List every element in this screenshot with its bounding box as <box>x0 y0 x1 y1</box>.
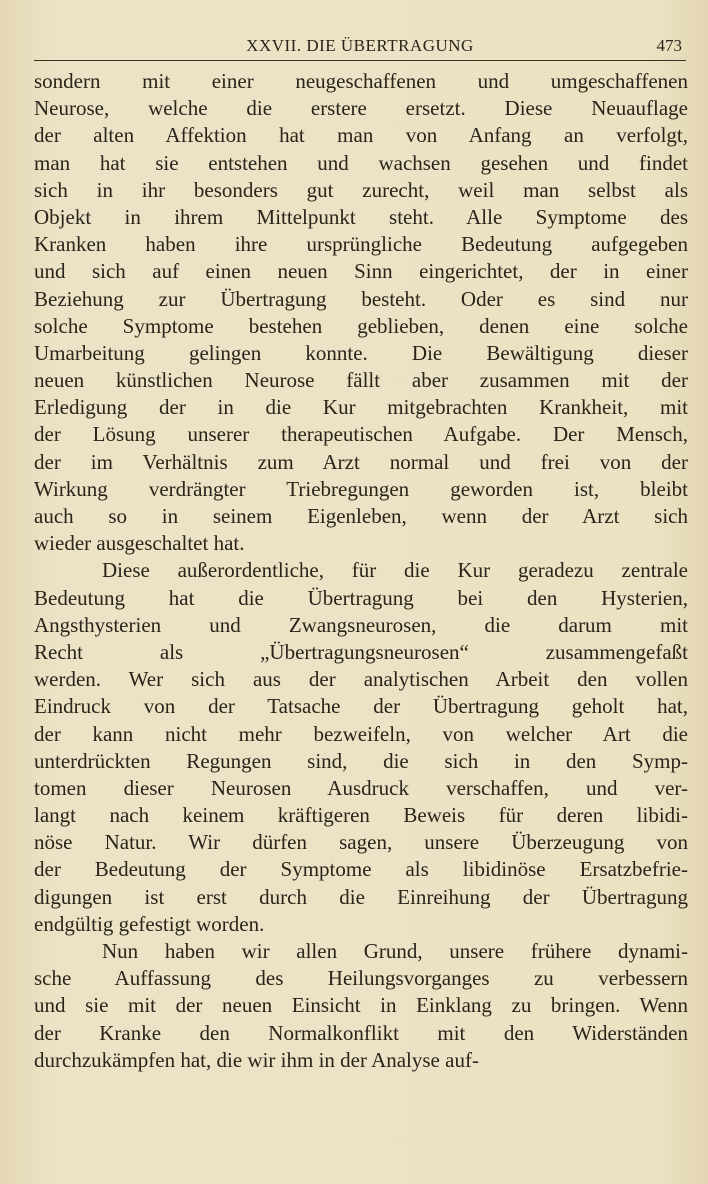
text-line: Nun haben wir allen Grund, unsere frühere dynami- <box>102 939 688 963</box>
text-line: auch so in seinem Eigenleben, wenn der Arzt sich <box>34 504 688 528</box>
text-line: tomen dieser Neurosen Ausdruck verschaffen, und ver- <box>34 775 688 800</box>
text-line: nöse Natur. Wir dürfen sagen, unsere Überzeugung von <box>34 830 688 855</box>
text-line: solche Symptome bestehen geblieben, denen eine solche <box>34 313 688 338</box>
page-header <box>34 34 686 61</box>
text-line: Wirkung verdrängter Triebregungen geworden ist, bleibt <box>34 476 688 501</box>
text-line: Erledigung der in die Kur mitgebrachten Krankheit, mit <box>34 395 688 420</box>
text-line: der kann nicht mehr bezweifeln, von welcher Art die <box>34 721 688 746</box>
text-line: neuen künstlichen Neurose fällt aber zusammen mit der <box>34 368 688 393</box>
text-line: unterdrückten Regungen sind, die sich in den Symp- <box>34 748 688 773</box>
text-line: und sich auf einen neuen Sinn eingerichtet, der in einer <box>34 259 688 284</box>
text-line: Diese außerordentliche, für die Kur geradezu zentrale <box>102 558 688 583</box>
text-line: der alten Affektion hat man von Anfang an verfolgt, <box>34 123 688 148</box>
text-line: Angsthysterien und Zwangsneurosen, die darum mit <box>34 612 688 637</box>
text-line: Beziehung zur Übertragung besteht. Oder es sind nur <box>34 286 688 311</box>
text-line: Bedeutung hat die Übertragung bei den Hysterien, <box>34 585 688 610</box>
text-line: sche Auffassung des Heilungsvorganges zu verbessern <box>34 966 688 991</box>
text-line: Objekt in ihrem Mittelpunkt steht. Alle Symptome des <box>34 204 688 229</box>
text-line: Umarbeitung gelingen konnte. Die Bewältigung dieser <box>34 340 688 365</box>
text-line: der Kranke den Normalkonflikt mit den Widerständen <box>34 1020 688 1045</box>
text-line: man hat sie entstehen und wachsen gesehen und findet <box>34 150 688 175</box>
text-line: Recht als „Übertragungsneurosen“ zusammengefaßt <box>34 639 688 664</box>
text-line: durchzukämpfen hat, die wir ihm in der Analyse auf- <box>34 1047 479 1072</box>
text-line: sich in ihr besonders gut zurecht, weil man selbst als <box>34 177 688 202</box>
text-line: Eindruck von der Tatsache der Übertragung geholt hat, <box>34 694 688 719</box>
page-number: 473 <box>656 36 682 55</box>
text-line: der im Verhältnis zum Arzt normal und frei von der <box>34 449 688 474</box>
text-line: der Lösung unserer therapeutischen Aufgabe. Der Mensch, <box>34 422 688 447</box>
text-line: und sie mit der neuen Einsicht in Einklang zu bringen. Wenn <box>34 993 688 1018</box>
body-text <box>34 68 688 1074</box>
text-line: Kranken haben ihre ursprüngliche Bedeutung aufgegeben <box>34 232 688 257</box>
running-head: XXVII. DIE ÜBERTRAGUNG <box>246 36 474 55</box>
text-line: sondern mit einer neugeschaffenen und umgeschaffenen <box>34 69 688 93</box>
text-line: endgültig gefestigt worden. <box>34 911 265 936</box>
text-line: wieder ausgeschaltet hat. <box>34 531 245 556</box>
text-line: der Bedeutung der Symptome als libidinöse Ersatzbefrie- <box>34 857 688 882</box>
text-line: werden. Wer sich aus der analytischen Arbeit den vollen <box>34 667 688 692</box>
text-line: langt nach keinem kräftigeren Beweis für deren libidi- <box>34 803 688 828</box>
text-line: Neurose, welche die erstere ersetzt. Diese Neuauflage <box>34 96 688 121</box>
text-line: digungen ist erst durch die Einreihung der Übertragung <box>34 884 688 909</box>
